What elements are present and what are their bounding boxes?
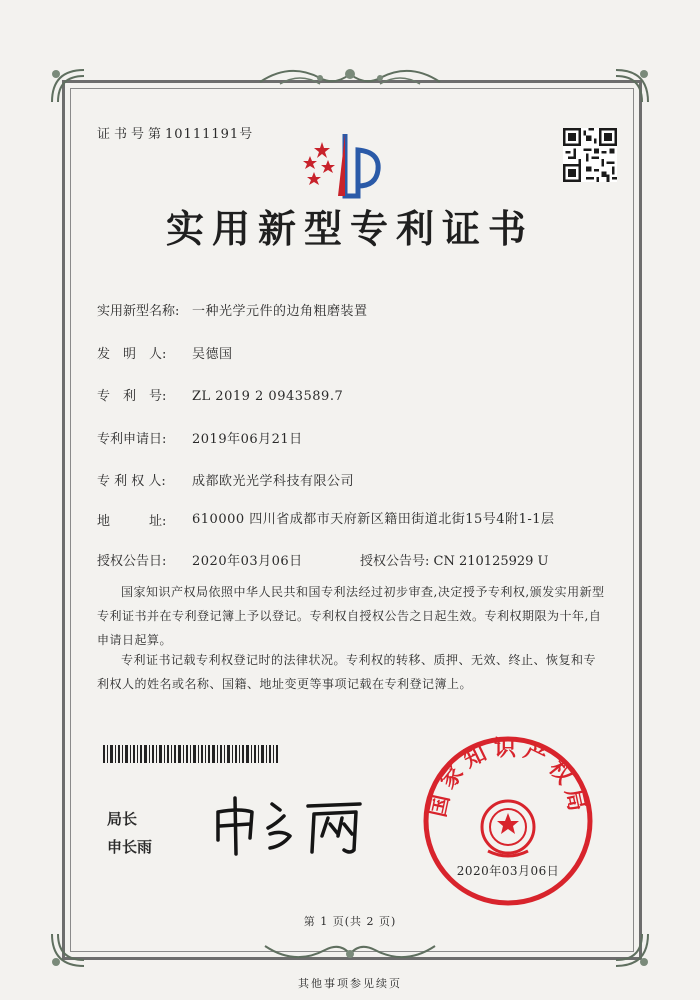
grant-statement-paragraph: 国家知识产权局依照中华人民共和国专利法经过初步审查,决定授予专利权,颁发实用新型专利证书并在专利登记簿上予以登记。专利权自授权公告之日起生效。专利权期限为十年,自申请日起算。 [97,585,605,647]
certificate-number-value: 10111191 [165,127,240,142]
field-label: 实用新型名称: [97,304,180,319]
director-name: 申长雨 [107,838,153,856]
corner-ornament-icon [612,66,652,106]
field-patentee [97,470,354,489]
top-ornament-icon [250,60,450,96]
field-utility-model-name [97,300,368,319]
patent-office-logo-icon [300,130,400,200]
certificate-number-label: 证书号第 [97,127,166,142]
field-grant-date [97,550,303,569]
continuation-note: 其他事项参见续页 [298,977,402,990]
seal-date: 2020年03月06日 [456,864,560,878]
qr-code-icon [563,128,617,182]
field-label: 专利申请日: [97,432,167,447]
svg-text:国家知识产权局: 国家知识产权局 [425,736,591,820]
field-grant-number [360,550,549,569]
field-label: 专 利 权 人: [97,474,166,489]
corner-ornament-icon [612,930,652,970]
legal-status-paragraph: 专利证书记载专利权登记时的法律状况。专利权的转移、质押、无效、终止、恢复和专利权人的姓名或名称、国籍、地址变更等事项记载在专利登记簿上。 [97,653,597,691]
field-label: 发 明 人: [97,347,167,362]
field-value: 2019年06月21日 [192,432,303,447]
official-seal-icon [422,735,594,907]
field-inventor [97,343,233,362]
field-value: 成都欧光光学科技有限公司 [192,474,355,489]
field-filing-date [97,428,303,447]
field-label: 授权公告号: [360,554,430,569]
certificate-title: 实用新型专利证书 [165,206,534,251]
field-label: 地 址: [97,514,167,529]
field-patent-number [97,385,343,404]
field-value: ZL 2019 2 0943589.7 [192,389,344,404]
field-address [97,510,562,530]
field-value: 吴德国 [192,347,233,362]
field-value: 一种光学元件的边角粗磨装置 [192,304,368,319]
field-value: 610000 四川省成都市天府新区籍田街道北街15号4附1-1层 [192,512,555,527]
barcode-icon [103,745,278,763]
director-title: 局长 [107,810,138,828]
director-signature [210,790,370,860]
corner-ornament-icon [48,66,88,106]
corner-ornament-icon [48,930,88,970]
field-value: CN 210125929 U [433,554,549,569]
field-label: 授权公告日: [97,554,167,569]
certificate-number [97,123,253,142]
certificate-number-suffix: 号 [239,127,254,142]
field-value: 2020年03月06日 [192,554,303,569]
bottom-ornament-icon [255,938,445,968]
field-label: 专 利 号: [97,389,167,404]
page-number: 第 1 页(共 2 页) [303,915,397,928]
